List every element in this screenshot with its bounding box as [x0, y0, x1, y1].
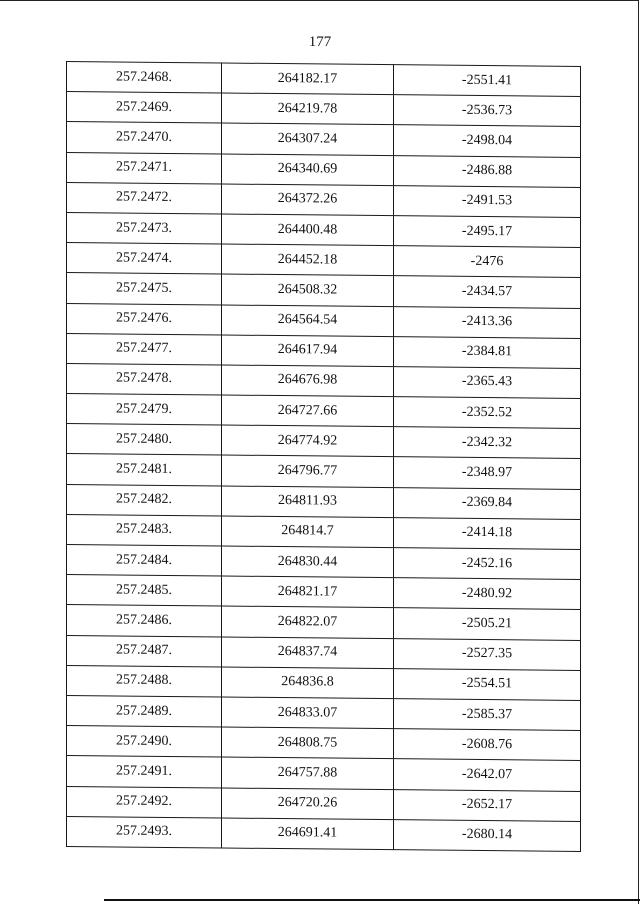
y-coordinate-cell: -2554.51	[394, 668, 581, 700]
x-coordinate-cell: 264372.26	[222, 184, 394, 216]
table-row	[67, 665, 581, 700]
x-coordinate-cell: 264720.26	[222, 787, 394, 819]
y-coordinate-cell: -2491.53	[394, 185, 581, 217]
y-coordinate-cell: -2527.35	[394, 638, 581, 670]
table-row	[67, 243, 581, 278]
point-id-cell: 257.2470.	[67, 122, 222, 154]
point-id-cell: 257.2476.	[67, 303, 222, 335]
x-coordinate-cell: 264340.69	[222, 154, 394, 186]
x-coordinate-cell: 264821.17	[222, 576, 394, 608]
y-coordinate-cell: -2348.97	[394, 457, 581, 489]
table-row	[67, 273, 581, 308]
y-coordinate-cell: -2551.41	[394, 65, 581, 97]
point-id-cell: 257.2472.	[67, 182, 222, 214]
point-id-cell: 257.2475.	[67, 273, 222, 305]
table-row	[67, 545, 581, 580]
x-coordinate-cell: 264452.18	[222, 244, 394, 276]
x-coordinate-cell: 264837.74	[222, 637, 394, 669]
point-id-cell: 257.2486.	[67, 605, 222, 637]
point-id-cell: 257.2480.	[67, 424, 222, 456]
y-coordinate-cell: -2342.32	[394, 427, 581, 459]
point-id-cell: 257.2493.	[67, 816, 222, 848]
y-coordinate-cell: -2369.84	[394, 487, 581, 519]
point-id-cell: 257.2488.	[67, 665, 222, 697]
y-coordinate-cell: -2608.76	[394, 729, 581, 761]
table-row	[67, 152, 581, 187]
x-coordinate-cell: 264833.07	[222, 697, 394, 729]
point-id-cell: 257.2478.	[67, 363, 222, 395]
y-coordinate-cell: -2680.14	[394, 819, 581, 851]
y-coordinate-cell: -2414.18	[394, 517, 581, 549]
coordinates-table	[66, 61, 581, 852]
y-coordinate-cell: -2365.43	[394, 367, 581, 399]
point-id-cell: 257.2473.	[67, 212, 222, 244]
table-row	[67, 92, 581, 127]
x-coordinate-cell: 264617.94	[222, 335, 394, 367]
x-coordinate-cell: 264691.41	[222, 818, 394, 850]
x-coordinate-cell: 264796.77	[222, 455, 394, 487]
table-row	[67, 726, 581, 761]
x-coordinate-cell: 264727.66	[222, 395, 394, 427]
x-coordinate-cell: 264676.98	[222, 365, 394, 397]
table-row	[67, 635, 581, 670]
point-id-cell: 257.2474.	[67, 243, 222, 275]
table-row	[67, 394, 581, 429]
table-row	[67, 756, 581, 791]
y-coordinate-cell: -2505.21	[394, 608, 581, 640]
x-coordinate-cell: 264822.07	[222, 606, 394, 638]
x-coordinate-cell: 264814.7	[222, 516, 394, 548]
page-number: 177	[308, 34, 332, 50]
table-row	[67, 695, 581, 730]
x-coordinate-cell: 264757.88	[222, 757, 394, 789]
x-coordinate-cell: 264508.32	[222, 274, 394, 306]
point-id-cell: 257.2471.	[67, 152, 222, 184]
point-id-cell: 257.2482.	[67, 484, 222, 516]
table-row	[67, 484, 581, 519]
x-coordinate-cell: 264836.8	[222, 667, 394, 699]
x-coordinate-cell: 264564.54	[222, 304, 394, 336]
table-row	[67, 786, 581, 821]
y-coordinate-cell: -2642.07	[394, 759, 581, 791]
point-id-cell: 257.2469.	[67, 92, 222, 124]
table-row	[67, 575, 581, 610]
y-coordinate-cell: -2652.17	[394, 789, 581, 821]
y-coordinate-cell: -2413.36	[394, 306, 581, 338]
table-row	[67, 62, 581, 97]
point-id-cell: 257.2492.	[67, 786, 222, 818]
point-id-cell: 257.2489.	[67, 695, 222, 727]
x-coordinate-cell: 264307.24	[222, 123, 394, 155]
table-row	[67, 816, 581, 851]
y-coordinate-cell: -2476	[394, 246, 581, 278]
table-row	[67, 454, 581, 489]
y-coordinate-cell: -2452.16	[394, 548, 581, 580]
y-coordinate-cell: -2486.88	[394, 155, 581, 187]
point-id-cell: 257.2484.	[67, 545, 222, 577]
table-row	[67, 424, 581, 459]
y-coordinate-cell: -2434.57	[394, 276, 581, 308]
point-id-cell: 257.2481.	[67, 454, 222, 486]
x-coordinate-cell: 264219.78	[222, 93, 394, 125]
x-coordinate-cell: 264830.44	[222, 546, 394, 578]
point-id-cell: 257.2487.	[67, 635, 222, 667]
table-row	[67, 514, 581, 549]
table-row	[67, 122, 581, 157]
y-coordinate-cell: -2498.04	[394, 125, 581, 157]
y-coordinate-cell: -2495.17	[394, 216, 581, 248]
x-coordinate-cell: 264400.48	[222, 214, 394, 246]
table-row	[67, 605, 581, 640]
bottom-divider	[104, 899, 640, 901]
point-id-cell: 257.2468.	[67, 62, 222, 94]
y-coordinate-cell: -2585.37	[394, 699, 581, 731]
point-id-cell: 257.2479.	[67, 394, 222, 426]
table-row	[67, 182, 581, 217]
table-row	[67, 303, 581, 338]
table-body	[67, 62, 581, 852]
x-coordinate-cell: 264808.75	[222, 727, 394, 759]
point-id-cell: 257.2491.	[67, 756, 222, 788]
x-coordinate-cell: 264182.17	[222, 63, 394, 95]
x-coordinate-cell: 264811.93	[222, 486, 394, 518]
y-coordinate-cell: -2536.73	[394, 95, 581, 127]
y-coordinate-cell: -2480.92	[394, 578, 581, 610]
table-row	[67, 363, 581, 398]
y-coordinate-cell: -2352.52	[394, 397, 581, 429]
x-coordinate-cell: 264774.92	[222, 425, 394, 457]
point-id-cell: 257.2485.	[67, 575, 222, 607]
point-id-cell: 257.2483.	[67, 514, 222, 546]
y-coordinate-cell: -2384.81	[394, 336, 581, 368]
point-id-cell: 257.2477.	[67, 333, 222, 365]
table-row	[67, 333, 581, 368]
table-row	[67, 212, 581, 247]
point-id-cell: 257.2490.	[67, 726, 222, 758]
